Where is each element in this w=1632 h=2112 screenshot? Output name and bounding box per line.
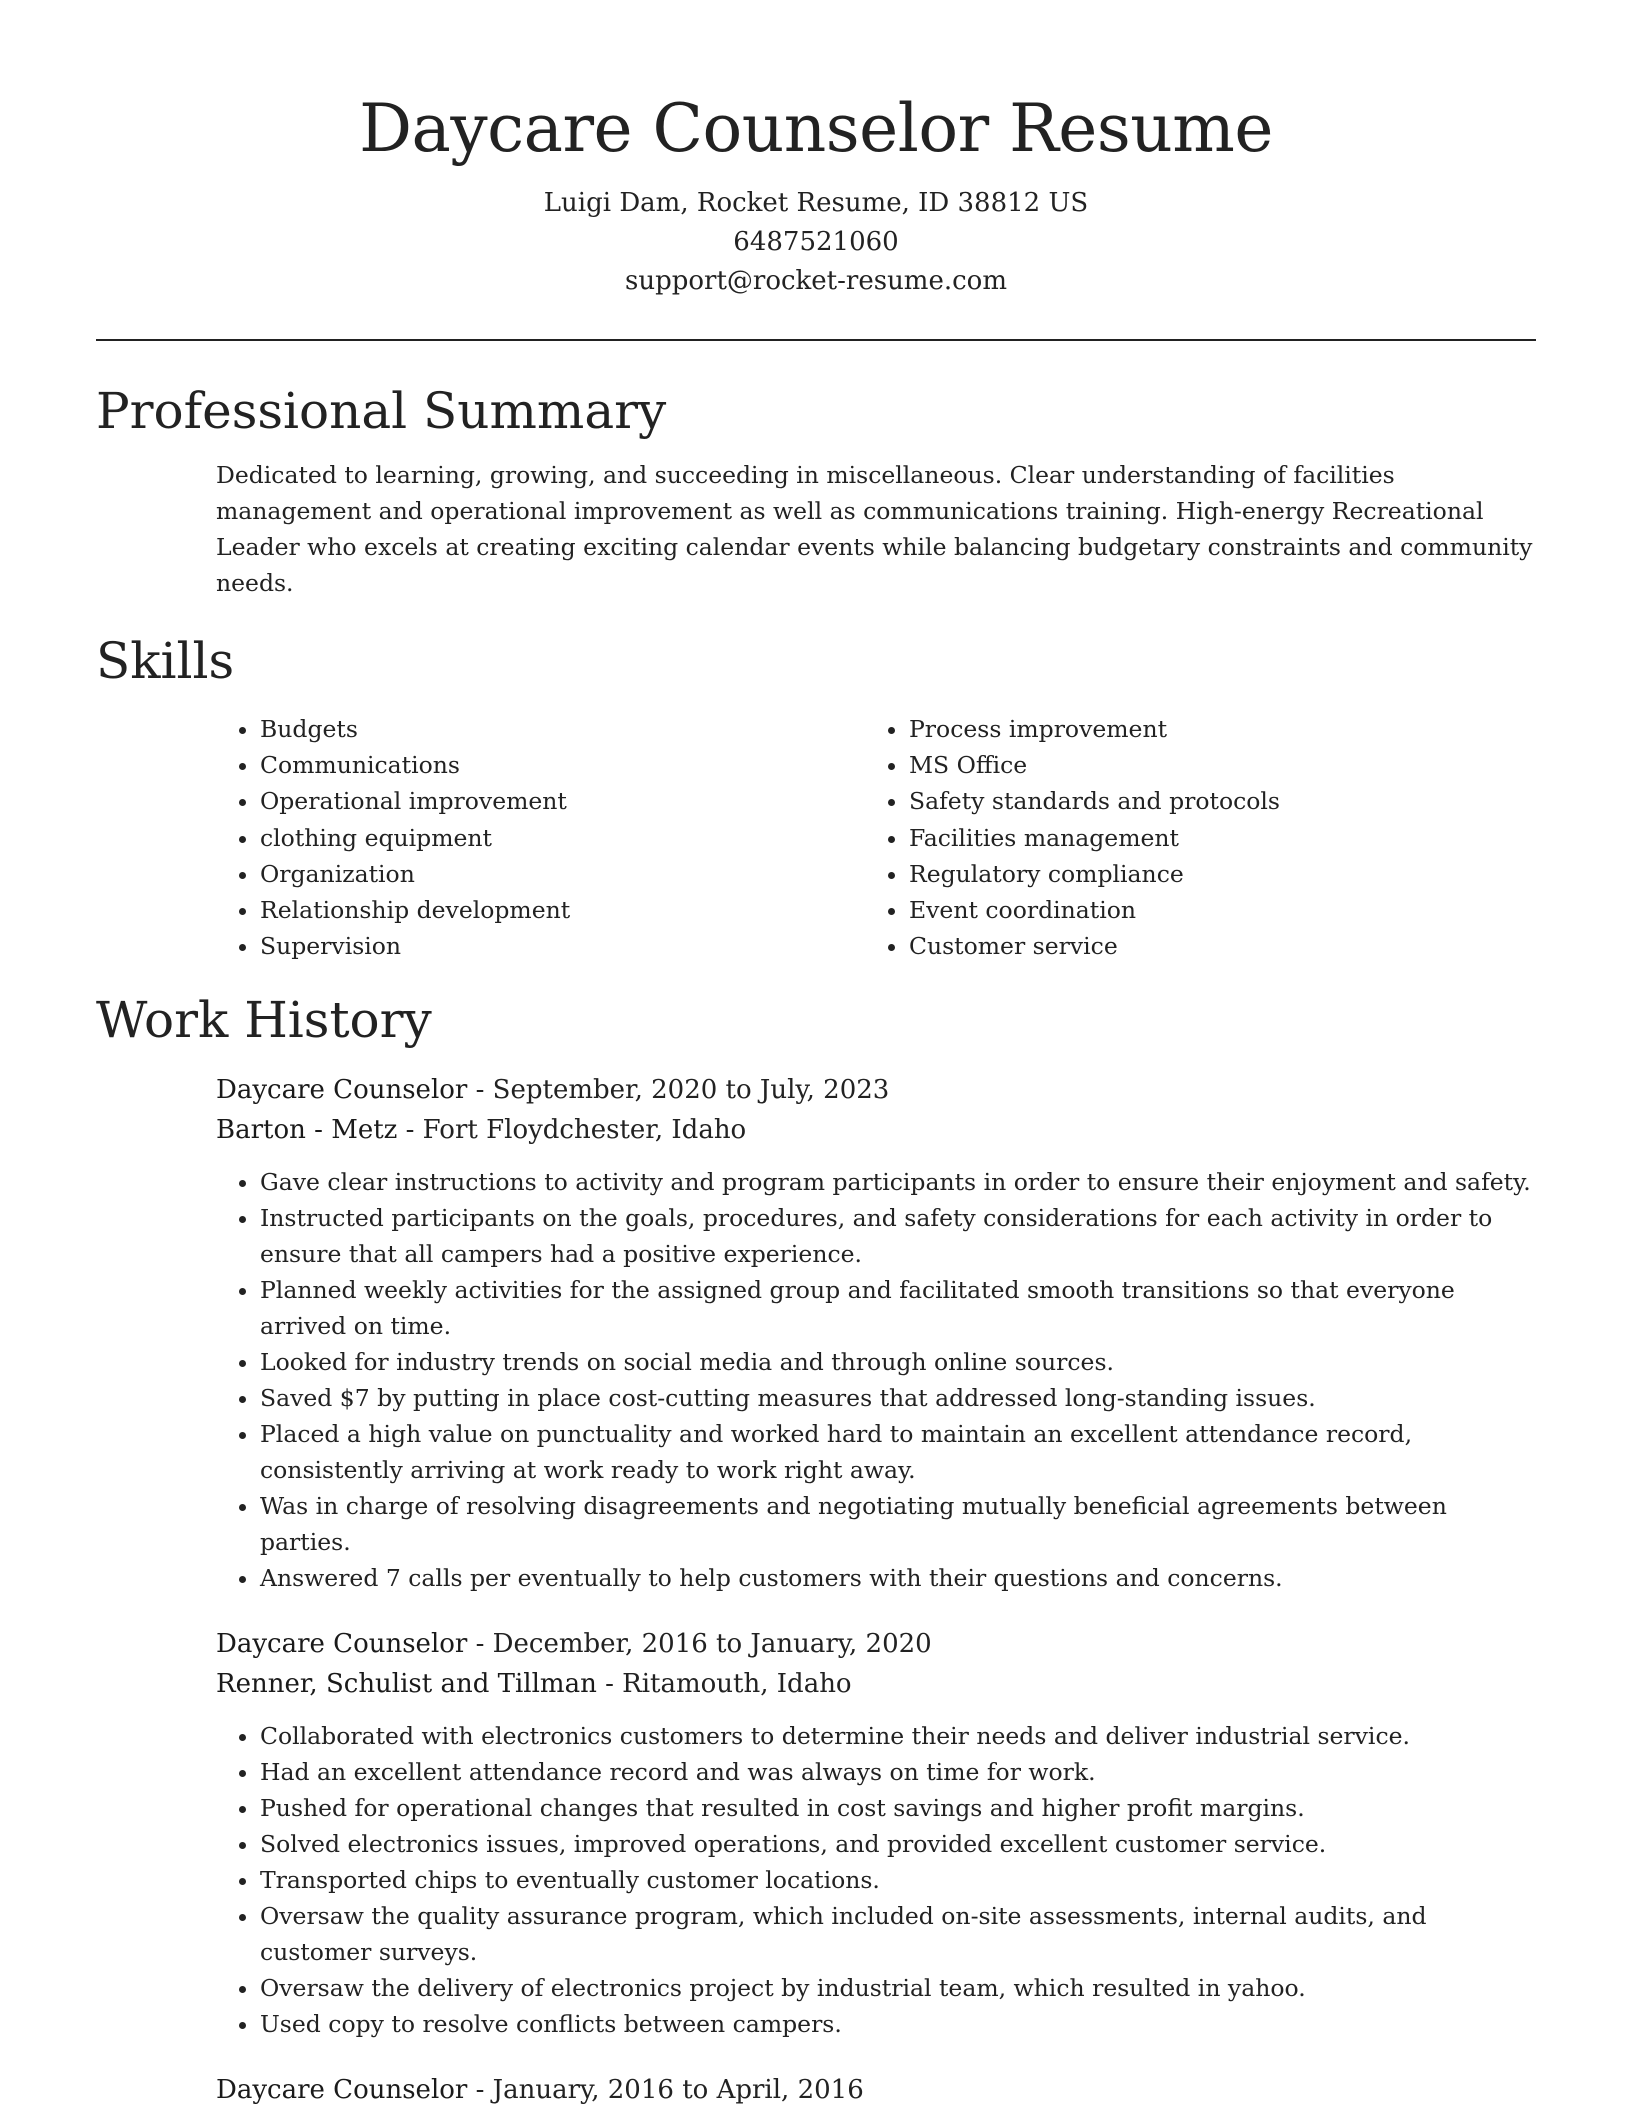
skill-item: • Relationship development — [260, 892, 865, 928]
duty-item: • Transported chips to eventually customer locations. — [260, 1862, 1536, 1898]
duty-item: • Oversaw the quality assurance program, which included on-site assessments, internal audits, and customer surveys. — [260, 1898, 1536, 1970]
job-title-line — [216, 1070, 1536, 1110]
header-divider — [96, 339, 1536, 341]
work-history-heading: Work History — [96, 991, 432, 1050]
job-location: - Ritamouth, Idaho — [596, 1669, 852, 1700]
job-dates: - January, 2016 to April, 2016 — [467, 2075, 864, 2106]
job-entry — [216, 2070, 1536, 2110]
skill-item: • Budgets — [260, 711, 865, 747]
duty-item: • Saved $7 by putting in place cost-cutting measures that addressed long-standing issues. — [260, 1380, 1536, 1416]
job-title-line — [216, 2070, 1536, 2110]
job-employer-line — [216, 1664, 1536, 1704]
duty-item: • Planned weekly activities for the assigned group and facilitated smooth transitions so that everyone arrived on time. — [260, 1272, 1536, 1344]
job-dates: - September, 2020 to July, 2023 — [467, 1075, 890, 1106]
skill-item: • MS Office — [909, 747, 1514, 783]
skills-column-left — [216, 711, 865, 964]
skill-item: • Supervision — [260, 928, 865, 964]
summary-text: Dedicated to learning, growing, and succeeding in miscellaneous. Clear understanding of facilities management and operational improvement as well as communications training. High-energy Recreational Leader who excels at creating exciting calendar events while balancing budgetary constraints and community needs. — [216, 461, 1533, 597]
duty-item: • Collaborated with electronics customers to determine their needs and deliver industrial service. — [260, 1718, 1536, 1754]
skill-item: • Customer service — [909, 928, 1514, 964]
duty-item: • Was in charge of resolving disagreements and negotiating mutually beneficial agreements between parties. — [260, 1488, 1536, 1560]
job-employer: Barton - Metz — [216, 1115, 398, 1146]
contact-block — [96, 184, 1536, 301]
skill-item: • Safety standards and protocols — [909, 783, 1514, 819]
job-duties — [216, 1718, 1536, 2042]
duty-item: • Used copy to resolve conflicts between campers. — [260, 2006, 1536, 2042]
job-employer: Renner, Schulist and Tillman — [216, 1669, 597, 1700]
resume-page — [96, 0, 1536, 2110]
duty-item: • Pushed for operational changes that resulted in cost savings and higher profit margins. — [260, 1790, 1536, 1826]
duty-item: • Answered 7 calls per eventually to help customers with their questions and concerns. — [260, 1560, 1536, 1596]
job-entry — [216, 1070, 1536, 1596]
skill-item: • Communications — [260, 747, 865, 783]
duty-item: • Oversaw the delivery of electronics project by industrial team, which resulted in yahoo. — [260, 1970, 1536, 2006]
skills-heading: Skills — [96, 632, 235, 690]
skill-item: • clothing equipment — [260, 820, 865, 856]
contact-email: support@rocket-resume.com — [624, 266, 1007, 296]
job-dates: - December, 2016 to January, 2020 — [467, 1629, 932, 1660]
skill-item: • Organization — [260, 856, 865, 892]
skill-item: • Regulatory compliance — [909, 856, 1514, 892]
job-role: Daycare Counselor — [216, 1629, 468, 1660]
job-location: - Fort Floydchester, Idaho — [397, 1115, 747, 1146]
duty-item: • Looked for industry trends on social media and through online sources. — [260, 1344, 1536, 1380]
job-employer-line — [216, 1110, 1536, 1150]
duty-item: • Gave clear instructions to activity and program participants in order to ensure their enjoyment and safety. — [260, 1164, 1536, 1200]
duty-item: • Placed a high value on punctuality and worked hard to maintain an excellent attendance record, consistently arriving at work ready to work right away. — [260, 1416, 1536, 1488]
job-entry — [216, 1624, 1536, 2042]
job-title-line — [216, 1624, 1536, 1664]
contact-phone: 6487521060 — [733, 227, 899, 257]
summary-heading: Professional Summary — [96, 382, 667, 440]
skill-item: • Event coordination — [909, 892, 1514, 928]
resume-title: Daycare Counselor Resume — [359, 90, 1273, 167]
skills-column-right — [865, 711, 1514, 964]
duty-item: • Instructed participants on the goals, procedures, and safety considerations for each activity in order to ensure that all campers had a positive experience. — [260, 1200, 1536, 1272]
skills-list — [216, 711, 1536, 964]
duty-item: • Had an excellent attendance record and was always on time for work. — [260, 1754, 1536, 1790]
job-role: Daycare Counselor — [216, 1075, 468, 1106]
skill-item: • Facilities management — [909, 820, 1514, 856]
duty-item: • Solved electronics issues, improved operations, and provided excellent customer service. — [260, 1826, 1536, 1862]
skill-item: • Process improvement — [909, 711, 1514, 747]
contact-address: Luigi Dam, Rocket Resume, ID 38812 US — [543, 188, 1089, 218]
skill-item: • Operational improvement — [260, 783, 865, 819]
job-role: Daycare Counselor — [216, 2075, 468, 2106]
job-duties — [216, 1164, 1536, 1596]
